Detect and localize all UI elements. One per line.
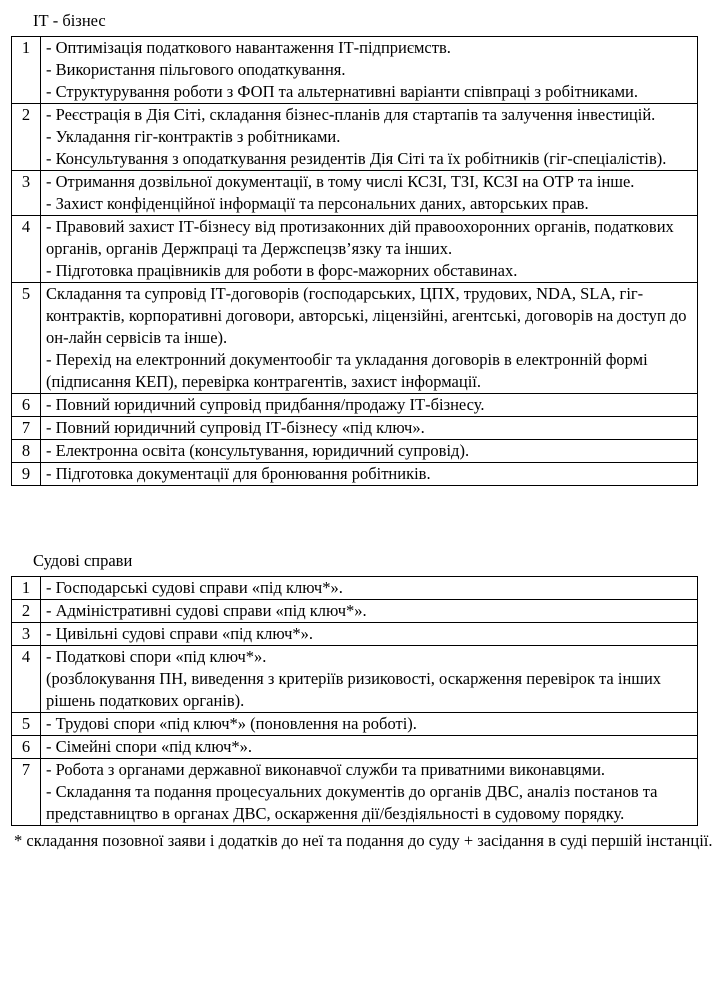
- row-number: 2: [12, 104, 41, 171]
- table-row: [12, 171, 698, 216]
- it-business-table: [11, 36, 698, 486]
- service-item: - Адміністративні судові справи «під ключ*».: [46, 601, 367, 620]
- court-cases-table: [11, 576, 698, 826]
- row-content-cell: [41, 104, 698, 171]
- service-item: - Підготовка документації для бронювання робітників.: [46, 464, 431, 483]
- row-number: 5: [12, 713, 41, 736]
- row-number: 3: [12, 171, 41, 216]
- row-number: 9: [12, 463, 41, 486]
- table-row: [12, 577, 698, 600]
- service-item: - Підготовка працівників для роботи в форс-мажорних обставинах.: [46, 261, 518, 280]
- service-item: - Укладання гіг-контрактів з робітниками.: [46, 127, 341, 146]
- table-row: [12, 394, 698, 417]
- service-item: - Перехід на електронний документообіг та укладання договорів в електронній формі (підписання КЕП), перевірка контрагентів, захист інформації.: [46, 350, 648, 391]
- row-number: 4: [12, 646, 41, 713]
- table-row: [12, 736, 698, 759]
- table-row: [12, 37, 698, 104]
- row-content-cell: [41, 37, 698, 104]
- section-title-it-business: ІТ - бізнес: [33, 11, 106, 30]
- service-item: - Господарські судові справи «під ключ*».: [46, 578, 343, 597]
- service-item: Складання та супровід ІТ-договорів (господарських, ЦПХ, трудових, NDA, SLA, гіг-контрактів, корпоративні договори, авторські, ліцензійні, агентські, договорів на доступ до он-лайн сервісів та інше).: [46, 284, 687, 347]
- row-number: 5: [12, 283, 41, 394]
- table-row: [12, 646, 698, 713]
- row-content-cell: [41, 577, 698, 600]
- row-content-cell: [41, 759, 698, 826]
- row-content-cell: [41, 216, 698, 283]
- table-row: [12, 600, 698, 623]
- row-number: 6: [12, 394, 41, 417]
- service-item: (розблокування ПН, виведення з критеріїв ризиковості, оскарження перевірок та інших рішень податкових органів).: [46, 669, 662, 710]
- service-item: - Захист конфіденційної інформації та персональних даних, авторських прав.: [46, 194, 589, 213]
- row-content-cell: [41, 394, 698, 417]
- table-row: [12, 417, 698, 440]
- service-item: - Електронна освіта (консультування, юридичний супровід).: [46, 441, 470, 460]
- table-row: [12, 440, 698, 463]
- row-number: 2: [12, 600, 41, 623]
- row-content-cell: [41, 417, 698, 440]
- footnote: * складання позовної заяви і додатків до неї та подання до суду + засідання в суді першій інстанції.: [14, 831, 713, 850]
- service-item: - Використання пільгового оподаткування.: [46, 60, 346, 79]
- row-number: 8: [12, 440, 41, 463]
- service-item: - Правовий захист ІТ-бізнесу від протизаконних дій правоохоронних органів, податкових органів, органів Держпраці та Держспецзв’язку та інших.: [46, 217, 674, 258]
- table-row: [12, 104, 698, 171]
- row-number: 3: [12, 623, 41, 646]
- row-number: 4: [12, 216, 41, 283]
- row-content-cell: [41, 736, 698, 759]
- section-title-court-cases: Судові справи: [33, 551, 133, 570]
- table-row: [12, 283, 698, 394]
- service-item: - Цивільні судові справи «під ключ*».: [46, 624, 314, 643]
- service-item: - Складання та подання процесуальних документів до органів ДВС, аналіз постанов та представництво в органах ДВС, оскарження дії/бездіяльності в судовому порядку.: [46, 782, 658, 823]
- table-row: [12, 713, 698, 736]
- table-row: [12, 759, 698, 826]
- service-item: - Консультування з оподаткування резидентів Дія Сіті та їх робітників (гіг-спеціалістів).: [46, 149, 667, 168]
- service-item: - Повний юридичний супровід ІТ-бізнесу «під ключ».: [46, 418, 425, 437]
- row-content-cell: [41, 463, 698, 486]
- row-content-cell: [41, 600, 698, 623]
- service-item: - Податкові спори «під ключ*».: [46, 647, 267, 666]
- row-content-cell: [41, 713, 698, 736]
- row-content-cell: [41, 171, 698, 216]
- row-content-cell: [41, 623, 698, 646]
- service-item: - Робота з органами державної виконавчої служби та приватними виконавцями.: [46, 760, 606, 779]
- service-item: - Сімейні спори «під ключ*».: [46, 737, 253, 756]
- row-number: 1: [12, 577, 41, 600]
- service-item: - Реєстрація в Дія Сіті, складання бізнес-планів для стартапів та залучення інвестицій.: [46, 105, 656, 124]
- row-number: 1: [12, 37, 41, 104]
- row-number: 7: [12, 417, 41, 440]
- table-row: [12, 216, 698, 283]
- service-item: - Трудові спори «під ключ*» (поновлення на роботі).: [46, 714, 417, 733]
- row-content-cell: [41, 440, 698, 463]
- table-row: [12, 623, 698, 646]
- row-content-cell: [41, 283, 698, 394]
- service-item: - Повний юридичний супровід придбання/продажу ІТ-бізнесу.: [46, 395, 485, 414]
- service-item: - Отримання дозвільної документації, в тому числі КСЗІ, ТЗІ, КСЗІ на ОТР та інше.: [46, 172, 635, 191]
- service-item: - Структурування роботи з ФОП та альтернативні варіанти співпраці з робітниками.: [46, 82, 638, 101]
- table-row: [12, 463, 698, 486]
- row-number: 6: [12, 736, 41, 759]
- service-item: - Оптимізація податкового навантаження ІТ-підприємств.: [46, 38, 451, 57]
- row-content-cell: [41, 646, 698, 713]
- row-number: 7: [12, 759, 41, 826]
